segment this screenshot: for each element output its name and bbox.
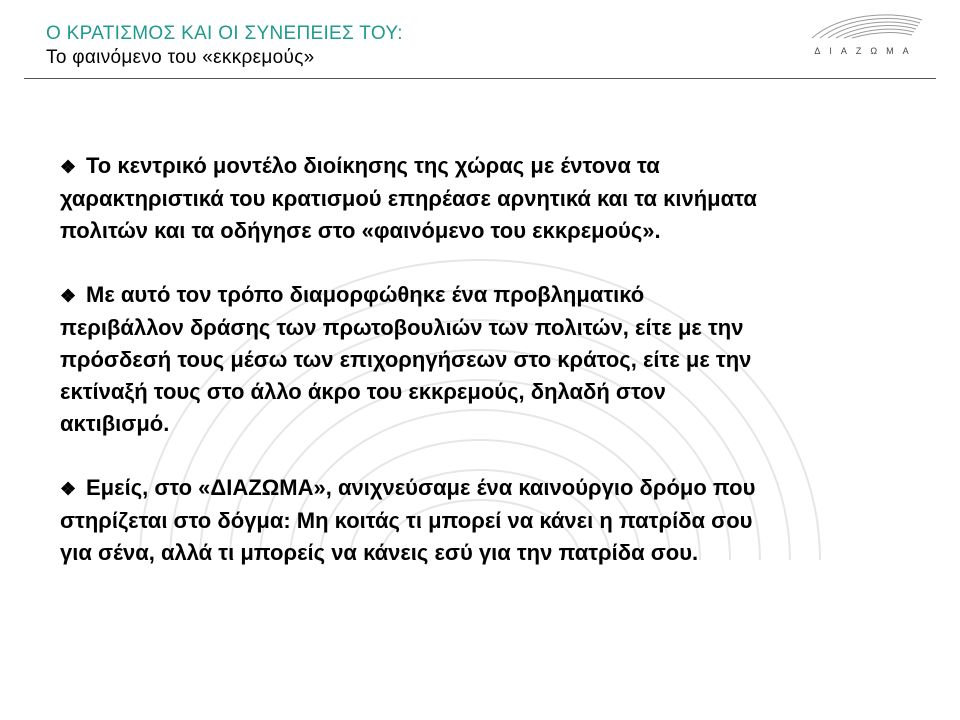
header-divider <box>24 78 936 79</box>
bullet-paragraph <box>60 472 920 569</box>
slide-body <box>60 150 920 601</box>
paragraph-line: πρόσδεσή τους μέσω των επιχορηγήσεων στο κράτος, είτε με την <box>60 347 752 372</box>
bullet-paragraph <box>60 150 920 247</box>
paragraph-line: περιβάλλον δράσης των πρωτοβουλιών των πολιτών, είτε με την <box>60 315 744 340</box>
slide-title-block <box>46 22 403 70</box>
slide-title: Ο ΚΡΑΤΙΣΜΟΣ ΚΑΙ ΟΙ ΣΥΝΕΠΕΙΕΣ ΤΟΥ: <box>46 23 403 44</box>
logo-arcs-icon <box>800 4 932 44</box>
slide-subtitle: Το φαινόμενο του «εκκρεμούς» <box>46 47 315 68</box>
diamond-bullet-icon: ❖ <box>60 479 77 499</box>
paragraph-line: ακτιβισμό. <box>60 411 170 436</box>
logo-wordmark: ΔΙΑΖΩΜΑ <box>814 46 918 56</box>
paragraph-line: στηρίζεται στο δόγμα: Μη κοιτάς τι μπορεί να κάνει η πατρίδα σου <box>60 508 753 533</box>
paragraph-line: εκτίναξή τους στο άλλο άκρο του εκκρεμούς, δηλαδή στον <box>60 379 666 404</box>
paragraph-line: Το κεντρικό μοντέλο διοίκησης της χώρας με έντονα τα <box>86 153 660 178</box>
diazoma-logo <box>800 4 932 70</box>
paragraph-line: πολιτών και τα οδήγησε στο «φαινόμενο του εκκρεμούς». <box>60 218 661 243</box>
paragraph-line: Εμείς, στο «ΔΙΑΖΩΜΑ», ανιχνεύσαμε ένα καινούργιο δρόμο που <box>86 475 756 500</box>
bullet-paragraph <box>60 279 920 440</box>
diamond-bullet-icon: ❖ <box>60 286 77 306</box>
paragraph-line: χαρακτηριστικά του κρατισμού επηρέασε αρνητικά και τα κινήματα <box>60 186 757 211</box>
diamond-bullet-icon: ❖ <box>60 157 77 177</box>
paragraph-line: για σένα, αλλά τι μπορείς να κάνεις εσύ για την πατρίδα σου. <box>60 540 699 565</box>
paragraph-line: Με αυτό τον τρόπο διαμορφώθηκε ένα προβληματικό <box>86 282 645 307</box>
